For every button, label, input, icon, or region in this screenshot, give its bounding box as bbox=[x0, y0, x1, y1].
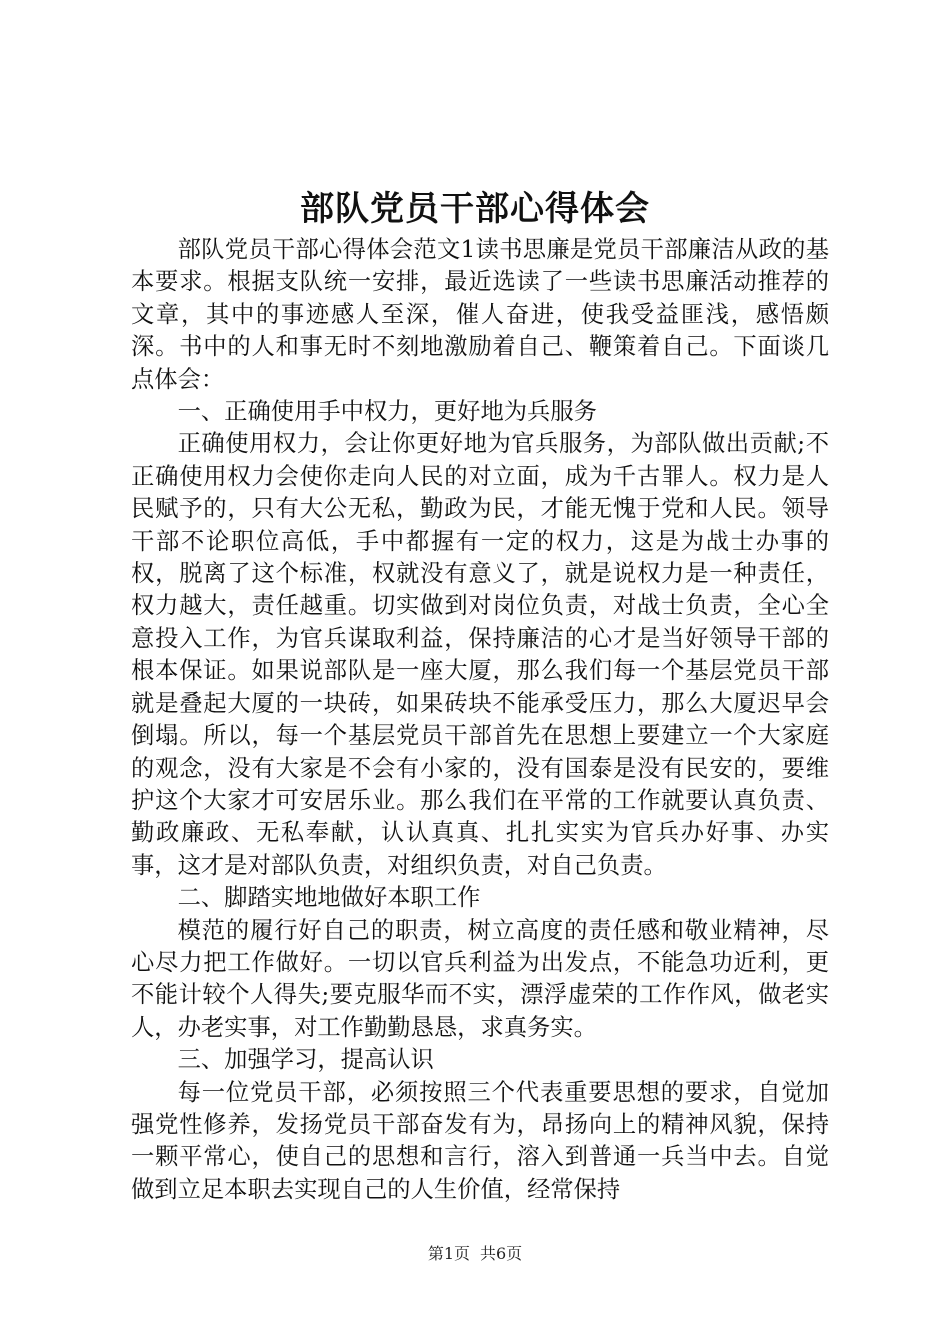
intro-paragraph: 部队党员干部心得体会范文1读书思廉是党员干部廉洁从政的基本要求。根据支队统一安排，最近选读了一些读书思廉活动推荐的文章，其中的事迹感人至深，催人奋进，使我受益匪浅，感悟颇深。书中的人和事无时不刻地激励着自己、鞭策着自己。下面谈几点体会： bbox=[131, 236, 829, 393]
section-1-paragraph: 正确使用权力，会让你更好地为官兵服务，为部队做出贡献;不正确使用权力会使你走向人民的对立面，成为千古罪人。权力是人民赋予的，只有大公无私，勤政为民，才能无愧于党和人民。领导干部不论职位高低，手中都握有一定的权力，这是为战士办事的权，脱离了这个标准，权就没有意义了，就是说权力是一种责任，权力越大，责任越重。切实做到对岗位负责，对战士负责，全心全意投入工作，为官兵谋取利益，保持廉洁的心才是当好领导干部的根本保证。如果说部队是一座大厦，那么我们每一个基层党员干部就是叠起大厦的一块砖，如果砖块不能承受压力，那么大厦迟早会倒塌。所以，每一个基层党员干部首先在思想上要建立一个大家庭的观念，没有大家是不会有小家的，没有国泰是没有民安的，要维护这个大家才可安居乐业。那么我们在平常的工作就要认真负责、勤政廉政、无私奉献，认认真真、扎扎实实为官兵办好事、办实事，这才是对部队负责，对组织负责，对自己负责。 bbox=[131, 430, 829, 879]
page-footer bbox=[0, 1243, 950, 1265]
section-heading-2: 二、脚踏实地地做好本职工作 bbox=[177, 884, 481, 912]
document-body bbox=[131, 234, 829, 1206]
section-heading-1: 一、正确使用手中权力，更好地为兵服务 bbox=[177, 398, 597, 426]
page-total: 共6页 bbox=[480, 1244, 523, 1263]
page-number: 第1页 bbox=[427, 1244, 470, 1263]
document-title: 部队党员干部心得体会 bbox=[300, 189, 650, 229]
section-3-paragraph: 每一位党员干部，必须按照三个代表重要思想的要求，自觉加强党性修养，发扬党员干部奋发有为，昂扬向上的精神风貌，保持一颗平常心，使自己的思想和言行，溶入到普通一兵当中去。自觉做到立足本职去实现自己的人生价值，经常保持 bbox=[131, 1078, 829, 1203]
section-2-paragraph: 模范的履行好自己的职责，树立高度的责任感和敬业精神，尽心尽力把工作做好。一切以官兵利益为出发点，不能急功近利，更不能计较个人得失;要克服华而不实，漂浮虚荣的工作作风，做老实人，办老实事，对工作勤勤恳恳，求真务实。 bbox=[131, 916, 829, 1041]
section-heading-3: 三、加强学习，提高认识 bbox=[177, 1046, 434, 1074]
